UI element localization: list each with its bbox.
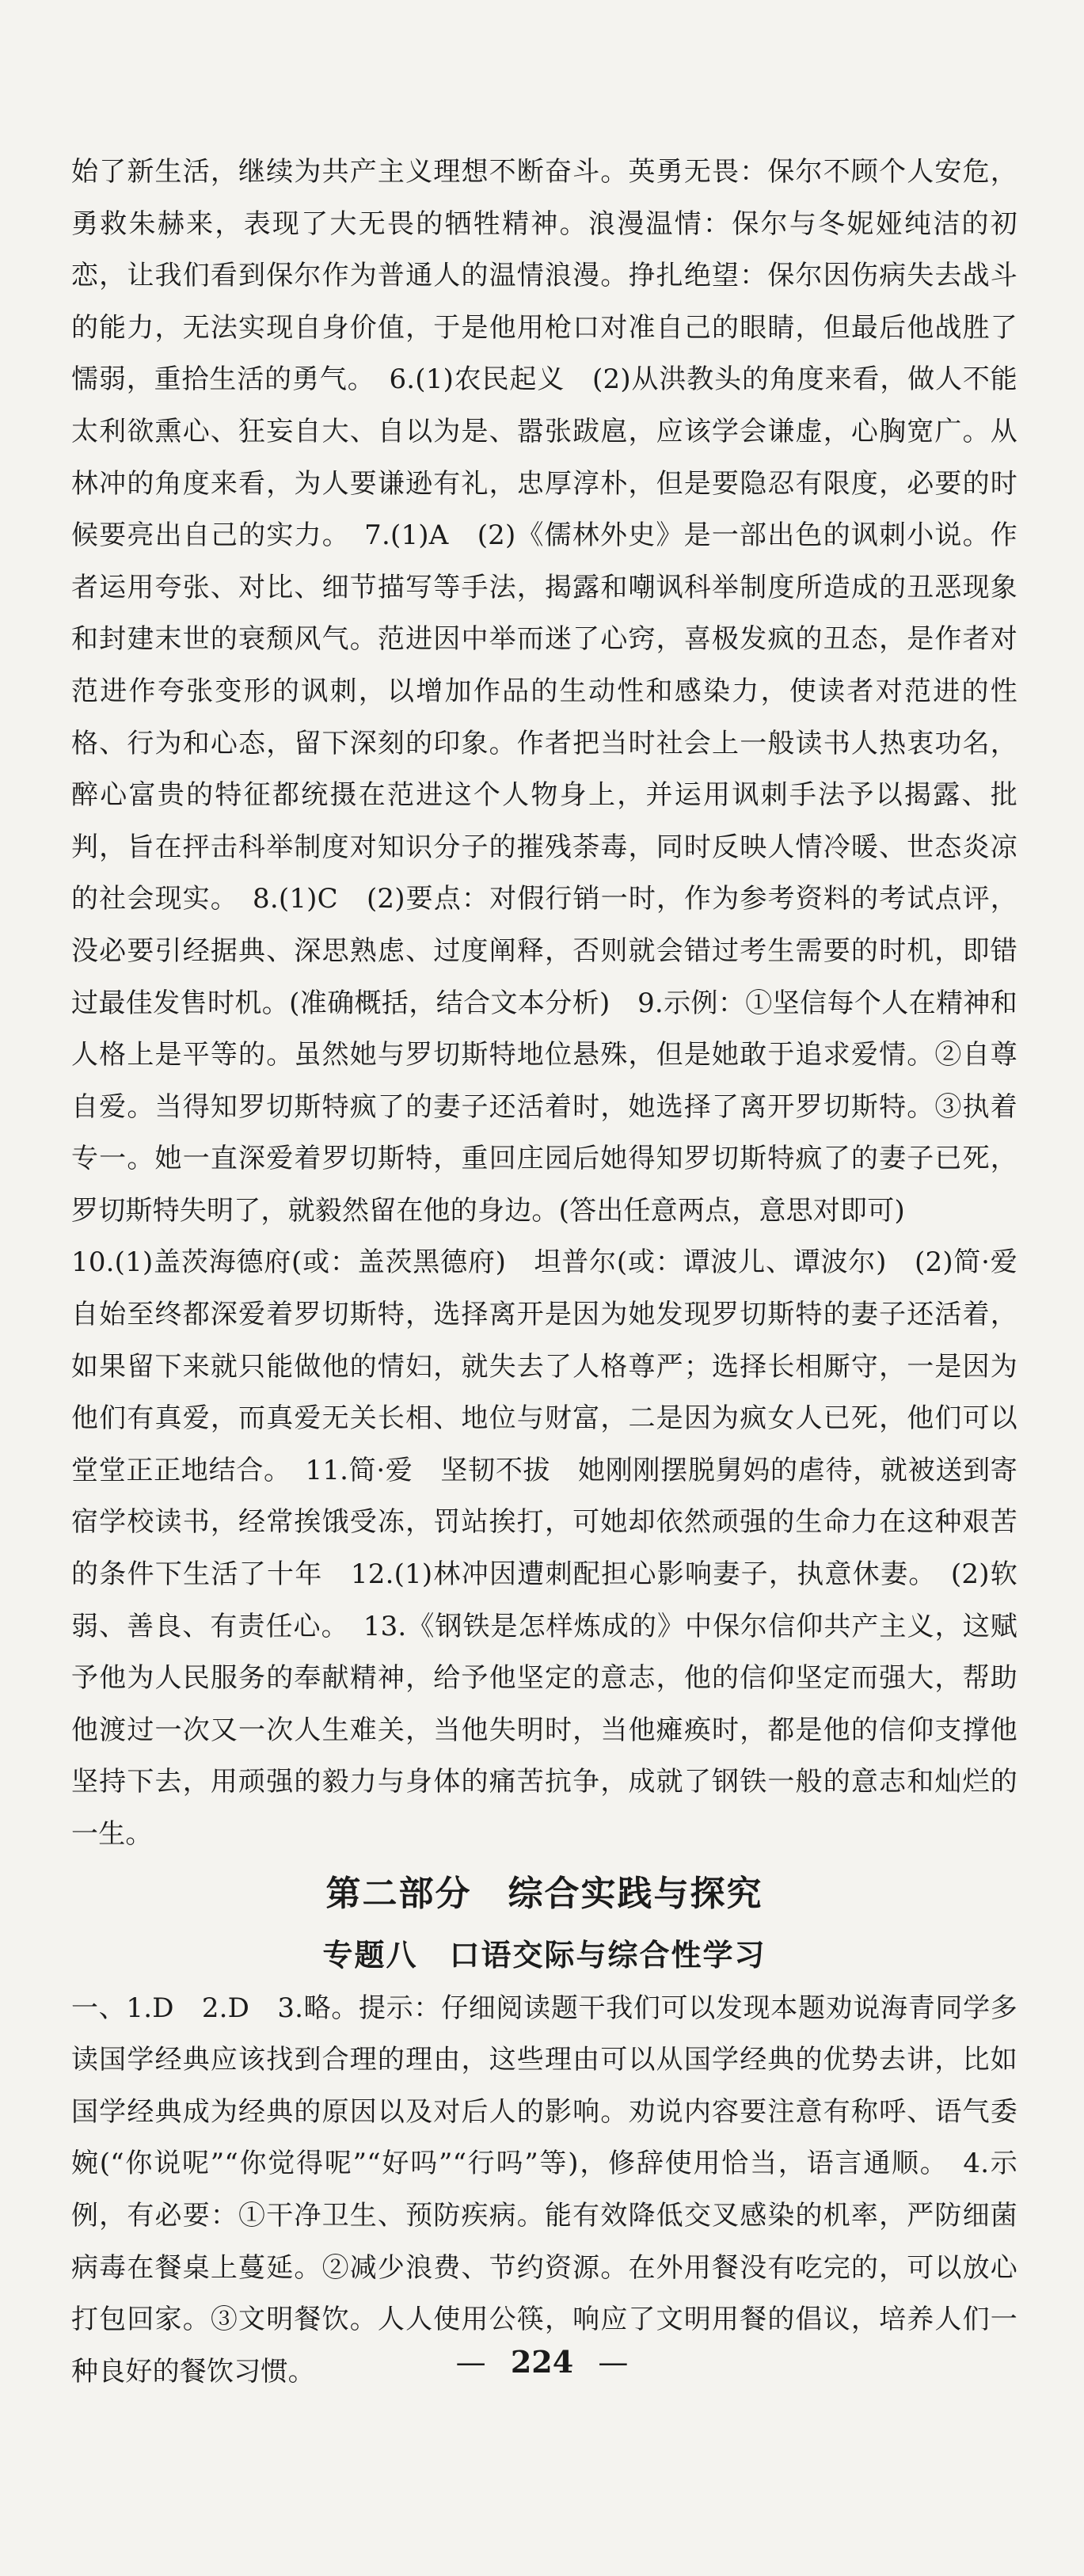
footer-dash-right: —: [598, 2345, 629, 2380]
page-content: [71, 146, 1017, 2398]
page-footer: [0, 2344, 1084, 2380]
footer-dash-left: —: [455, 2345, 486, 2380]
answer-paragraph-1: 始了新生活，继续为共产主义理想不断奋斗。英勇无畏：保尔不顾个人安危，勇救朱赫来，表现了大无畏的牺牲精神。浪漫温情：保尔与冬妮娅纯洁的初恋，让我们看到保尔作为普通人的温情浪漫。挣扎绝望：保尔因伤病失去战斗的能力，无法实现自身价值，于是他用枪口对准自己的眼睛，但最后他战胜了懦弱，重拾生活的勇气。 6.(1)农民起义 (2)从洪教头的角度来看，做人不能太利欲熏心、狂妄自大、自以为是、嚣张跋扈，应该学会谦虚，心胸宽广。从林冲的角度来看，为人要谦逊有礼，忠厚淳朴，但是要隐忍有限度，必要的时候要亮出自己的实力。 7.(1)A (2)《儒林外史》是一部出色的讽刺小说。作者运用夸张、对比、细节描写等手法，揭露和嘲讽科举制度所造成的丑恶现象和封建末世的衰颓风气。范进因中举而迷了心窍，喜极发疯的丑态，是作者对范进作夸张变形的讽刺，以增加作品的生动性和感染力，使读者对范进的性格、行为和心态，留下深刻的印象。作者把当时社会上一般读书人热衷功名，醉心富贵的特征都统摄在范进这个人物身上，并运用讽刺手法予以揭露、批判，旨在抨击科举制度对知识分子的摧残荼毒，同时反映人情冷暖、世态炎凉的社会现实。 8.(1)C (2)要点：对假行销一时，作为参考资料的考试点评，没必要引经据典、深思熟虑、过度阐释，否则就会错过考生需要的时机，即错过最佳发售时机。(准确概括，结合文本分析) 9.示例：①坚信每个人在精神和人格上是平等的。虽然她与罗切斯特地位悬殊，但是她敢于追求爱情。②自尊自爱。当得知罗切斯特疯了的妻子还活着时，她选择了离开罗切斯特。③执着专一。她一直深爱着罗切斯特，重回庄园后她得知罗切斯特疯了的妻子已死，罗切斯特失明了，就毅然留在他的身边。(答出任意两点，意思对即可): [71, 156, 1017, 1227]
page-number: 224: [510, 2344, 574, 2380]
answer-paragraph-2: 10.(1)盖茨海德府(或：盖茨黑德府) 坦普尔(或：谭波儿、谭波尔) (2)简·爱自始至终都深爱着罗切斯特，选择离开是因为她发现罗切斯特的妻子还活着，如果留下来就只能做他的情妇，就失去了人格尊严；选择长相厮守，一是因为他们有真爱，而真爱无关长相、地位与财富，二是因为疯女人已死，他们可以堂堂正正地结合。 11.简·爱 坚韧不拔 她刚刚摆脱舅妈的虐待，就被送到寄宿学校读书，经常挨饿受冻，罚站挨打，可她却依然顽强的生命力在这种艰苦的条件下生活了十年 12.(1)林冲因遭刺配担心影响妻子，执意休妻。 (2)软弱、善良、有责任心。 13.《钢铁是怎样炼成的》中保尔信仰共产主义，这赋予他为人民服务的奉献精神，给予他坚定的意志，他的信仰坚定而强大，帮助他渡过一次又一次人生难关，当他失明时，当他瘫痪时，都是他的信仰支撑他坚持下去，用顽强的毅力与身体的痛苦抗争，成就了钢铁一般的意志和灿烂的一生。: [71, 1246, 1017, 1850]
answer-paragraph-3: 一、1.D 2.D 3.略。提示：仔细阅读题干我们可以发现本题劝说海青同学多读国学经典应该找到合理的理由，这些理由可以从国学经典的优势去讲，比如国学经典成为经典的原因以及对后人的影响。劝说内容要注意有称呼、语气委婉(“你说呢”“你觉得呢”“好吗”“行吗”等)，修辞使用恰当，语言通顺。 4.示例，有必要：①干净卫生、预防疾病。能有效降低交叉感染的机率，严防细菌病毒在餐桌上蔓延。②减少浪费、节约资源。在外用餐没有吃完的，可以放心打包回家。③文明餐饮。人人使用公筷，响应了文明用餐的倡议，培养人们一种良好的餐饮习惯。: [71, 1992, 1017, 2388]
section-title: 第二部分 综合实践与探究: [325, 1873, 763, 1914]
subsection-title: 专题八 口语交际与综合性学习: [322, 1936, 766, 1973]
